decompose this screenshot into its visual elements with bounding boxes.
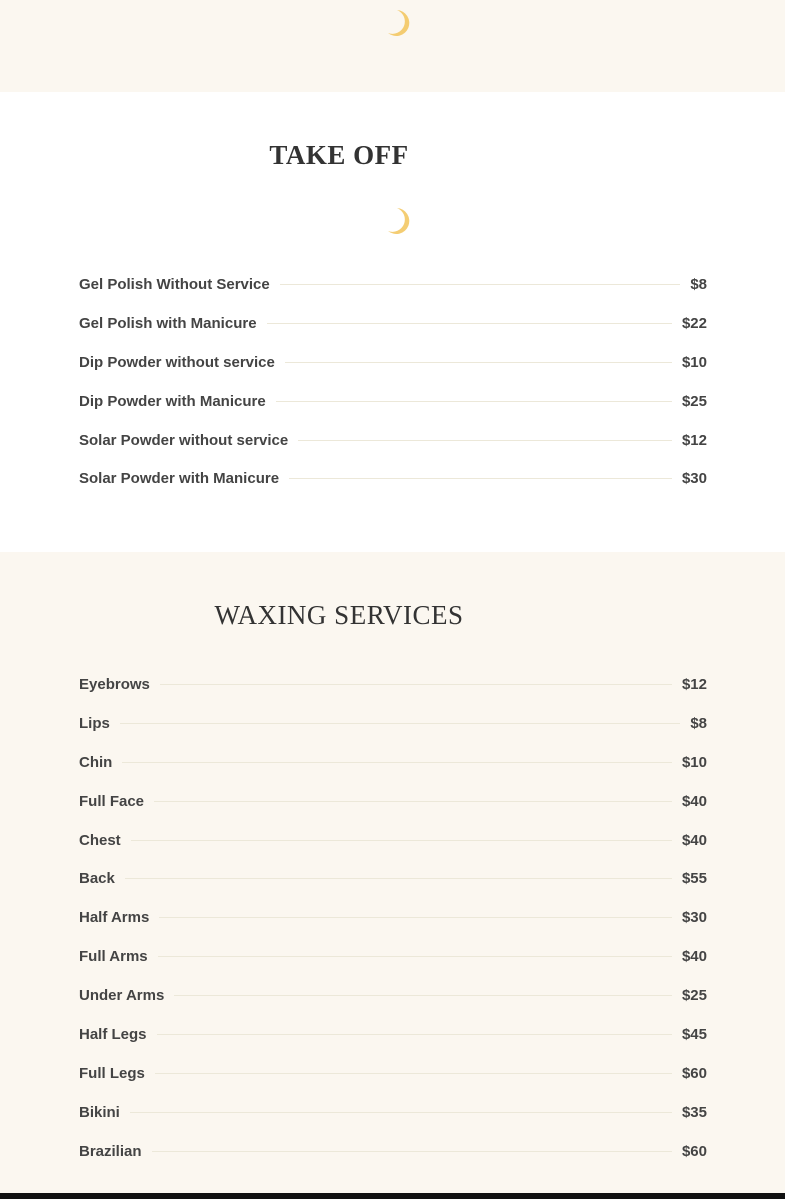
service-name: Full Face: [79, 792, 145, 810]
service-price: $30: [681, 470, 707, 488]
leader-line: [152, 1151, 672, 1152]
service-price: $35: [681, 1103, 707, 1121]
service-name: Back: [79, 870, 115, 888]
service-price: $25: [681, 392, 707, 410]
service-name: Solar Powder without service: [79, 431, 289, 449]
footer-bar: [0, 1193, 785, 1199]
service-name: Under Arms: [79, 987, 165, 1005]
service-name: Dip Powder with Manicure: [79, 392, 266, 410]
service-price: $22: [681, 314, 707, 332]
waxing-title: WAXING SERVICES: [214, 600, 464, 630]
take-off-title: TAKE OFF: [269, 140, 409, 170]
price-row: [79, 898, 707, 937]
service-name: Lips: [79, 714, 110, 732]
service-price: $12: [681, 431, 707, 449]
leader-line: [276, 401, 672, 402]
price-row: [79, 459, 707, 498]
price-row: [79, 937, 707, 976]
leader-line: [125, 878, 672, 879]
leader-line: [131, 840, 672, 841]
service-name: Chest: [79, 831, 121, 849]
service-price: $60: [681, 1142, 707, 1160]
price-row: [79, 821, 707, 860]
price-row: [79, 1054, 707, 1093]
service-price: $10: [681, 353, 707, 371]
leader-line: [120, 723, 680, 724]
service-price: $25: [681, 987, 707, 1005]
price-row: [79, 1132, 707, 1171]
service-price: $40: [681, 831, 707, 849]
price-row: [79, 382, 707, 421]
leader-line: [157, 1034, 672, 1035]
service-price: $12: [681, 675, 707, 693]
leader-line: [298, 440, 672, 441]
leader-line: [158, 956, 672, 957]
leader-line: [174, 995, 672, 996]
price-row: [79, 1093, 707, 1132]
service-name: Brazilian: [79, 1142, 142, 1160]
leader-line: [285, 362, 672, 363]
service-name: Dip Powder without service: [79, 353, 275, 371]
leader-line: [289, 478, 672, 479]
leader-line: [122, 762, 672, 763]
price-row: [79, 704, 707, 743]
service-name: Half Legs: [79, 1025, 147, 1043]
leader-line: [155, 1073, 672, 1074]
crescent-moon-icon: [382, 8, 412, 38]
price-row: [79, 343, 707, 382]
service-price: $60: [681, 1064, 707, 1082]
service-price: $8: [690, 275, 707, 293]
service-price: $45: [681, 1025, 707, 1043]
price-row: [79, 976, 707, 1015]
service-name: Gel Polish Without Service: [79, 275, 270, 293]
leader-line: [267, 323, 672, 324]
price-row: [79, 743, 707, 782]
service-name: Chin: [79, 753, 113, 771]
price-row: [79, 421, 707, 460]
crescent-moon-icon: [382, 206, 412, 236]
leader-line: [154, 801, 672, 802]
price-row: [79, 665, 707, 704]
leader-line: [130, 1112, 672, 1113]
leader-line: [280, 284, 681, 285]
service-name: Solar Powder with Manicure: [79, 470, 280, 488]
service-price: $10: [681, 753, 707, 771]
price-row: [79, 265, 707, 304]
service-name: Bikini: [79, 1103, 120, 1121]
take-off-price-list: [79, 265, 707, 498]
price-row: [79, 859, 707, 898]
price-row: [79, 1015, 707, 1054]
service-name: Eyebrows: [79, 675, 150, 693]
service-name: Gel Polish with Manicure: [79, 314, 257, 332]
service-price: $40: [681, 792, 707, 810]
leader-line: [160, 684, 672, 685]
service-name: Full Arms: [79, 948, 148, 966]
price-row: [79, 304, 707, 343]
service-price: $30: [681, 909, 707, 927]
top-section-background: [0, 0, 785, 92]
price-row: [79, 782, 707, 821]
service-name: Half Arms: [79, 909, 150, 927]
waxing-price-list: [79, 665, 707, 1171]
service-price: $8: [690, 714, 707, 732]
service-name: Full Legs: [79, 1064, 145, 1082]
leader-line: [159, 917, 672, 918]
service-price: $40: [681, 948, 707, 966]
service-price: $55: [681, 870, 707, 888]
